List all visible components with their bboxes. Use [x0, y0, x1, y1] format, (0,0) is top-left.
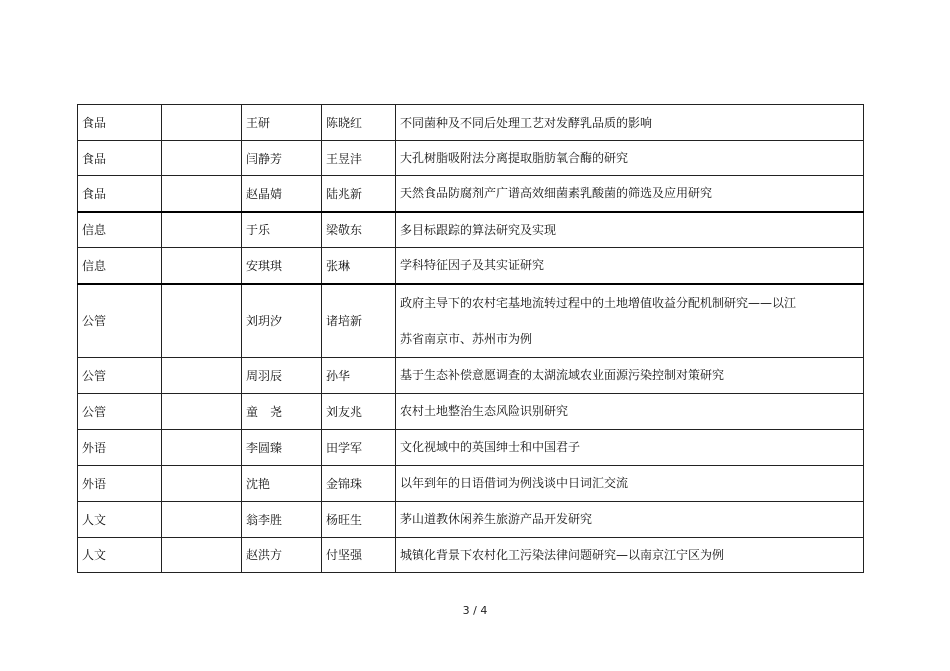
- advisor-cell: 陈晓红: [322, 105, 396, 141]
- project-table: [77, 104, 864, 573]
- dept-cell: 外语: [78, 465, 162, 501]
- title-cell: 大孔树脂吸附法分离提取脂肪氧合酶的研究: [396, 141, 864, 176]
- table-row: [78, 357, 864, 393]
- student-cell: 于乐: [242, 212, 322, 248]
- empty-cell: [162, 393, 242, 429]
- advisor-cell: 孙华: [322, 357, 396, 393]
- dept-cell: 食品: [78, 176, 162, 212]
- student-cell: 刘玥汐: [242, 284, 322, 358]
- empty-cell: [162, 429, 242, 465]
- dept-cell: 信息: [78, 212, 162, 248]
- table-row: [78, 537, 864, 572]
- empty-cell: [162, 141, 242, 176]
- advisor-cell: 诸培新: [322, 284, 396, 358]
- table-row: [78, 284, 864, 358]
- student-cell: 童 尧: [242, 393, 322, 429]
- empty-cell: [162, 465, 242, 501]
- advisor-cell: 杨旺生: [322, 501, 396, 537]
- dept-cell: 公管: [78, 284, 162, 358]
- dept-cell: 公管: [78, 357, 162, 393]
- table-row: [78, 501, 864, 537]
- student-cell: 沈艳: [242, 465, 322, 501]
- dept-cell: 人文: [78, 537, 162, 572]
- advisor-cell: 金锦珠: [322, 465, 396, 501]
- dept-cell: 外语: [78, 429, 162, 465]
- advisor-cell: 田学军: [322, 429, 396, 465]
- dept-cell: 人文: [78, 501, 162, 537]
- empty-cell: [162, 284, 242, 358]
- title-cell: 基于生态补偿意愿调查的太湖流域农业面源污染控制对策研究: [396, 357, 864, 393]
- table-row: [78, 248, 864, 284]
- advisor-cell: 刘友兆: [322, 393, 396, 429]
- title-cell: [396, 284, 864, 358]
- table-row: [78, 176, 864, 212]
- table-row: [78, 141, 864, 176]
- student-cell: 闫静芳: [242, 141, 322, 176]
- title-cell: 学科特征因子及其实证研究: [396, 248, 864, 284]
- student-cell: 安琪琪: [242, 248, 322, 284]
- advisor-cell: 张琳: [322, 248, 396, 284]
- student-cell: 王研: [242, 105, 322, 141]
- title-cell: 城镇化背景下农村化工污染法律问题研究—以南京江宁区为例: [396, 537, 864, 572]
- advisor-cell: 陆兆新: [322, 176, 396, 212]
- empty-cell: [162, 501, 242, 537]
- title-cell: 以年到年的日语借词为例浅谈中日词汇交流: [396, 465, 864, 501]
- student-cell: 李圆臻: [242, 429, 322, 465]
- title-cell: 多目标跟踪的算法研究及实现: [396, 212, 864, 248]
- empty-cell: [162, 357, 242, 393]
- table-row: [78, 105, 864, 141]
- table-row: [78, 212, 864, 248]
- title-cell: 茅山道教休闲养生旅游产品开发研究: [396, 501, 864, 537]
- title-line: 苏省南京市、苏州市为例: [400, 331, 533, 346]
- title-cell: 天然食品防腐剂产广谱高效细菌素乳酸菌的筛选及应用研究: [396, 176, 864, 212]
- dept-cell: 公管: [78, 393, 162, 429]
- dept-cell: 信息: [78, 248, 162, 284]
- title-cell: 农村土地整治生态风险识别研究: [396, 393, 864, 429]
- advisor-cell: 付坚强: [322, 537, 396, 572]
- table-row: [78, 465, 864, 501]
- page-number: 3 / 4: [462, 604, 488, 617]
- empty-cell: [162, 176, 242, 212]
- student-cell: 赵洪方: [242, 537, 322, 572]
- dept-cell: 食品: [78, 141, 162, 176]
- empty-cell: [162, 537, 242, 572]
- advisor-cell: 王昱沣: [322, 141, 396, 176]
- dept-cell: 食品: [78, 105, 162, 141]
- advisor-cell: 梁敬东: [322, 212, 396, 248]
- table-row: [78, 393, 864, 429]
- student-cell: 周羽辰: [242, 357, 322, 393]
- title-line: 政府主导下的农村宅基地流转过程中的土地增值收益分配机制研究——以江: [400, 295, 797, 310]
- empty-cell: [162, 105, 242, 141]
- empty-cell: [162, 248, 242, 284]
- title-cell: 不同菌种及不同后处理工艺对发酵乳品质的影响: [396, 105, 864, 141]
- student-cell: 翁李胜: [242, 501, 322, 537]
- student-cell: 赵晶婧: [242, 176, 322, 212]
- title-cell: 文化视域中的英国绅士和中国君子: [396, 429, 864, 465]
- table-row: [78, 429, 864, 465]
- empty-cell: [162, 212, 242, 248]
